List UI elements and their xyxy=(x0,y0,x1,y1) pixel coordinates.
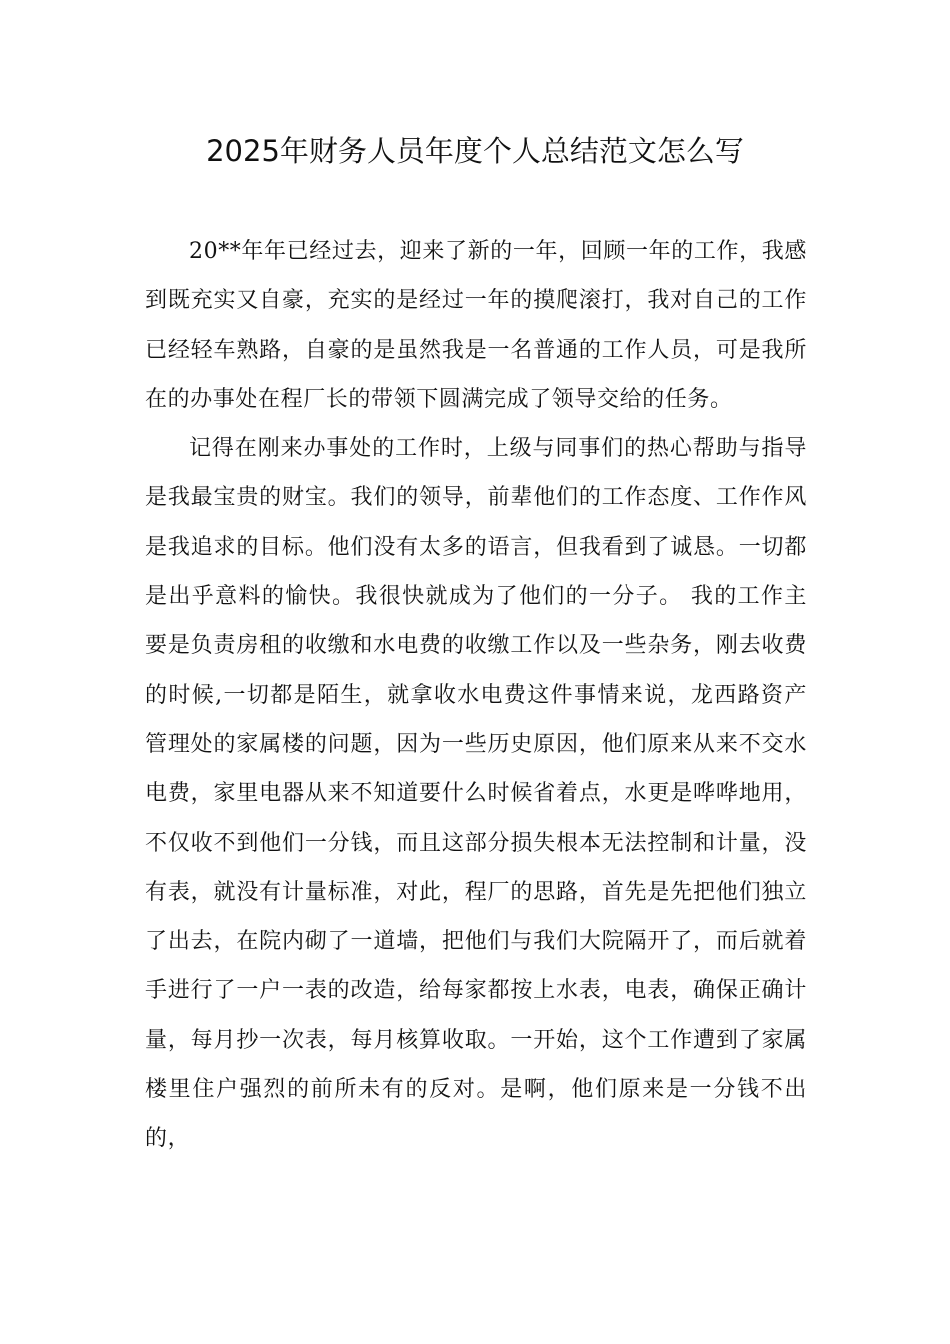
document-title: 2025年财务人员年度个人总结范文怎么写 xyxy=(206,134,744,168)
paragraph-2: 记得在刚来办事处的工作时，上级与同事们的热心帮助与指导是我最宝贵的财宝。我们的领导，前辈他们的工作态度、工作作风是我追求的目标。他们没有太多的语言，但我看到了诚恳。一切都是出乎意料的愉快。我很快就成为了他们的一分子。 我的工作主要是负责房租的收缴和水电费的收缴工作以及一些杂务，刚去收费的时候,一切都是陌生，就拿收水电费这件事情来说，龙西路资产管理处的家属楼的问题，因为一些历史原因，他们原来从来不交水电费，家里电器从来不知道要什么时候省着点，水更是哗哗地用，不仅收不到他们一分钱，而且这部分损失根本无法控制和计量，没有表，就没有计量标准，对此，程厂的思路，首先是先把他们独立了出去，在院内砌了一道墙，把他们与我们大院隔开了，而后就着手进行了一户一表的改造，给每家都按上水表，电表，确保正确计量，每月抄一次表，每月核算收取。一开始，这个工作遭到了家属楼里住户强烈的前所未有的反对。是啊，他们原来是一分钱不出的， xyxy=(145,436,807,1152)
paragraph-1: 20**年年已经过去，迎来了新的一年，回顾一年的工作，我感到既充实又自豪，充实的是经过一年的摸爬滚打，我对自己的工作已经轻车熟路，自豪的是虽然我是一名普通的工作人员，可是我所在的办事处在程厂长的带领下圆满完成了领导交给的任务。 xyxy=(145,239,807,412)
document-body xyxy=(145,227,807,1164)
